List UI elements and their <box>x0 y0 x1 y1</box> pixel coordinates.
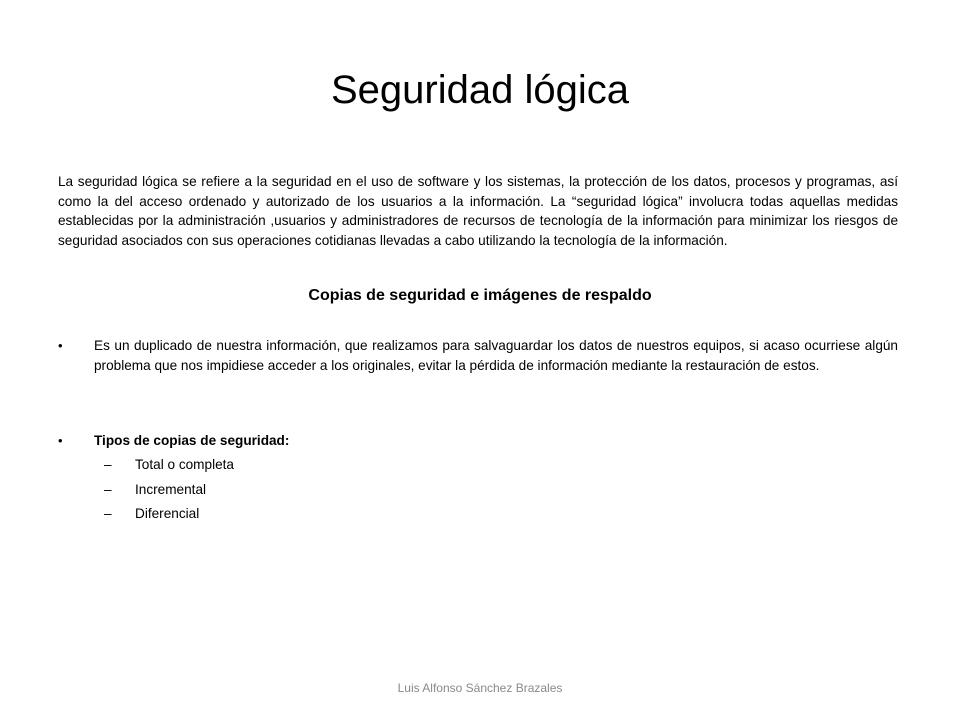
sub-list-text: Incremental <box>135 482 207 497</box>
bullet-text: Es un duplicado de nuestra información, que realizamos para salvaguardar los datos de nuestros equipos, si acaso ocurriese algún problema que nos impidiese acceder a los originales, evitar la pérdida de información mediante la restauración de estos. <box>94 338 898 373</box>
dash-marker: – <box>104 457 112 472</box>
dash-marker: – <box>104 506 112 521</box>
bullet-item <box>58 431 898 451</box>
sub-list-text: Diferencial <box>135 506 200 521</box>
section-heading: Copias de seguridad e imágenes de respaldo <box>308 287 652 304</box>
bullet-text: Tipos de copias de seguridad: <box>94 433 290 448</box>
dash-marker: – <box>104 482 112 497</box>
slide-title: Seguridad lógica <box>331 68 629 112</box>
footer-author: Luis Alfonso Sánchez Brazales <box>397 681 563 695</box>
bullet-marker: • <box>58 338 63 353</box>
sub-list-item <box>104 504 604 524</box>
bullet-item <box>58 336 898 375</box>
sub-list-item <box>104 480 604 500</box>
bullet-marker: • <box>58 433 63 448</box>
intro-paragraph: La seguridad lógica se refiere a la seguridad en el uso de software y los sistemas, la protección de los datos, procesos y programas, así como la del acceso ordenado y autorizado de los usuarios a la información. La “seguridad lógica” involucra todas aquellas medidas establecidas por la administración ,usuarios y administradores de recursos de tecnología de la información para minimizar los riesgos de seguridad asociados con sus operaciones cotidianas llevadas a cabo utilizando la tecnología de la información. <box>58 174 898 248</box>
sub-list-text: Total o completa <box>135 457 234 472</box>
sub-list-item <box>104 455 604 475</box>
